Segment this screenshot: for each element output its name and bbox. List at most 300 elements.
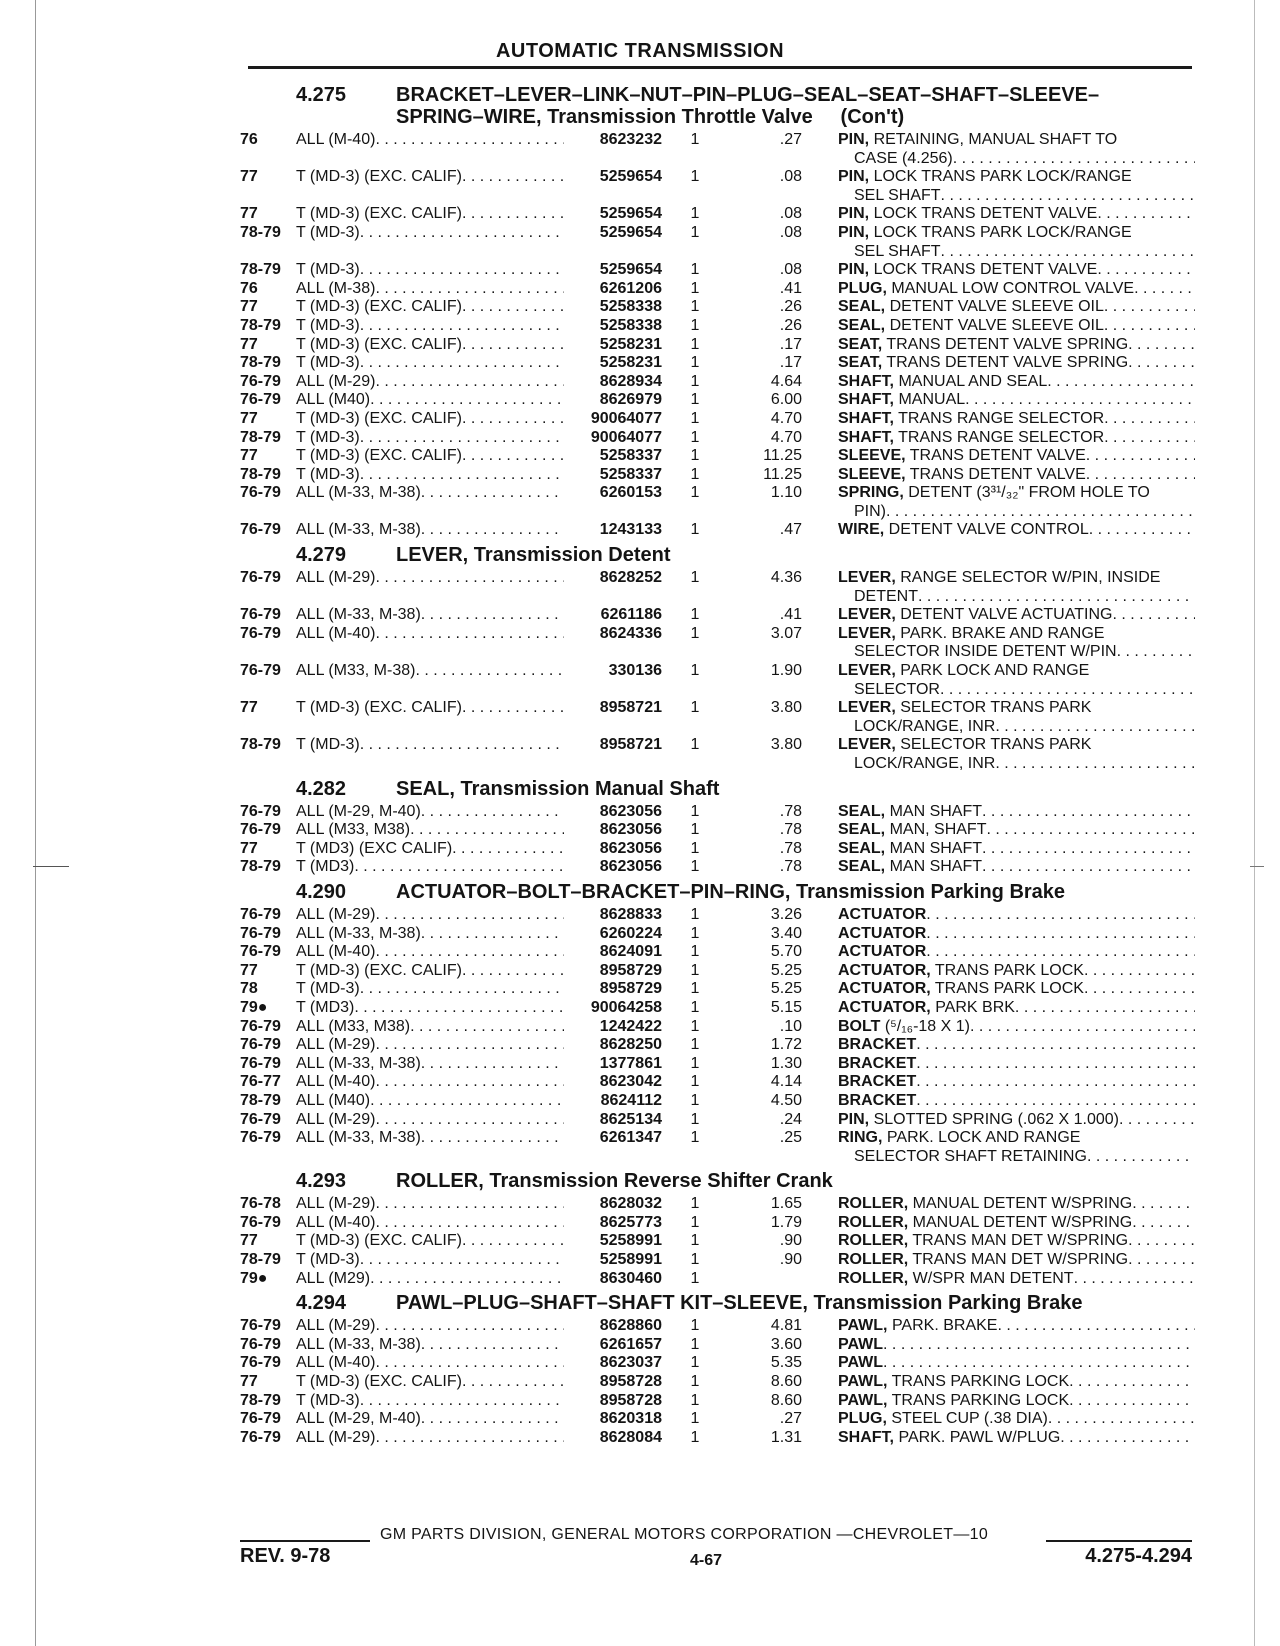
description-text — [838, 840, 982, 859]
part-number: 8958728 — [599, 1391, 662, 1409]
description-line — [838, 1336, 1195, 1355]
leader-dots — [421, 521, 564, 540]
part-detail: SELECTOR TRANS PARK — [900, 736, 1092, 754]
part-detail-continued: DETENT — [854, 587, 918, 605]
left-hole-mark — [33, 866, 69, 867]
description — [838, 699, 1195, 736]
section-number: 4.293 — [296, 1170, 347, 1193]
part-detail: MANUAL AND SEAL — [898, 372, 1048, 390]
price: 4.50 — [770, 1091, 802, 1109]
part-name: SEAT, — [838, 354, 883, 372]
description-text — [838, 606, 1112, 625]
part-detail-continued: PIN) — [854, 502, 886, 520]
part-name: PIN, — [838, 261, 870, 279]
quantity: 1 — [690, 484, 700, 502]
description-line — [838, 662, 1195, 681]
price: 4.81 — [770, 1317, 802, 1335]
part-detail: MAN SHAFT — [889, 839, 983, 857]
model-year: 77 — [240, 699, 258, 717]
quantity: 1 — [690, 335, 700, 353]
part-number: 5259654 — [599, 168, 662, 186]
part-number: 8628252 — [599, 569, 662, 587]
section-4-290 — [240, 877, 1195, 1166]
usage-text: T (MD-3) — [296, 354, 360, 372]
model-year: 77 — [240, 168, 258, 186]
leader-dots — [375, 1036, 564, 1055]
part-number: 5258991 — [599, 1232, 662, 1250]
part-number: 8958721 — [599, 699, 662, 717]
part-number: 8628860 — [599, 1317, 662, 1335]
quantity: 1 — [690, 961, 700, 979]
part-detail-continued: SEL SHAFT — [854, 186, 941, 204]
usage-cell — [296, 1195, 564, 1214]
usage-text: T (MD3) — [296, 858, 355, 876]
quantity: 1 — [690, 1317, 700, 1335]
leader-dots — [375, 1073, 564, 1092]
description — [838, 410, 1195, 429]
section-number: 4.275 — [296, 84, 347, 106]
description — [838, 168, 1195, 205]
description-text — [838, 1055, 916, 1074]
quantity: 1 — [690, 465, 700, 483]
part-name: RING, — [838, 1129, 883, 1147]
left-margin-line — [35, 0, 36, 1646]
leader-dots — [1086, 466, 1195, 485]
model-year: 79● — [240, 1269, 268, 1287]
part-name: SPRING, — [838, 484, 904, 502]
part-name: ROLLER, — [838, 1269, 909, 1287]
model-year: 76-79 — [240, 1428, 281, 1446]
part-name: PAWL, — [838, 1391, 888, 1409]
description — [838, 391, 1195, 410]
price: 4.36 — [770, 569, 802, 587]
description-text — [838, 1392, 1069, 1411]
description-text — [838, 261, 1097, 280]
leader-dots — [375, 131, 564, 150]
table-row — [240, 943, 1195, 962]
description — [838, 840, 1195, 859]
description-text — [838, 925, 926, 944]
leader-dots — [360, 980, 564, 999]
description-text — [838, 224, 1132, 243]
description — [838, 803, 1195, 822]
quantity: 1 — [690, 980, 700, 998]
part-name: LEVER, — [838, 624, 896, 642]
model-year: 76-79 — [240, 662, 281, 680]
price: .41 — [779, 279, 802, 297]
table-row — [240, 168, 1195, 205]
table-row — [240, 980, 1195, 999]
usage-text: T (MD-3) (EXC. CALIF) — [296, 168, 462, 186]
description-line — [838, 205, 1195, 224]
part-name: PAWL — [838, 1354, 884, 1372]
description-line — [838, 1429, 1195, 1448]
usage-text: T (MD-3) (EXC. CALIF) — [296, 1232, 462, 1250]
part-detail: W/SPR MAN DETENT — [912, 1269, 1074, 1287]
leader-dots — [1084, 962, 1195, 981]
usage-text: ALL (M-29) — [296, 1036, 376, 1054]
description-line — [838, 1018, 1195, 1037]
leader-dots — [360, 1251, 564, 1270]
description-line — [838, 373, 1195, 392]
usage-cell — [296, 1429, 564, 1448]
leader-dots — [360, 224, 564, 243]
usage-cell — [296, 1270, 564, 1289]
usage-text: ALL (M-40) — [296, 624, 376, 642]
table-row — [240, 1195, 1195, 1214]
description-text — [838, 1270, 1074, 1289]
price: 3.40 — [770, 924, 802, 942]
table-row — [240, 298, 1195, 317]
quantity: 1 — [690, 802, 700, 820]
usage-cell — [296, 1018, 564, 1037]
leader-dots — [1047, 373, 1195, 392]
description-text — [838, 625, 1104, 644]
usage-cell — [296, 980, 564, 999]
usage-cell — [296, 858, 564, 877]
table-row — [240, 625, 1195, 662]
table-row — [240, 1354, 1195, 1373]
leader-dots — [462, 699, 564, 718]
section-number: 4.294 — [296, 1292, 347, 1315]
usage-text: ALL (M-29) — [296, 1428, 376, 1446]
price: .78 — [779, 821, 802, 839]
quantity: 1 — [690, 624, 700, 642]
description-text — [838, 1373, 1069, 1392]
part-name: BRACKET — [838, 1073, 917, 1091]
usage-text: ALL (M-38) — [296, 279, 376, 297]
quantity: 1 — [690, 606, 700, 624]
quantity: 1 — [690, 905, 700, 923]
description-line — [838, 1354, 1195, 1373]
leader-dots — [1069, 1392, 1195, 1411]
leader-dots — [462, 168, 564, 187]
leader-dots — [375, 1317, 564, 1336]
description-text — [838, 354, 1128, 373]
description — [838, 205, 1195, 224]
section-header — [240, 540, 1195, 569]
part-name: PIN, — [838, 1110, 870, 1128]
description — [838, 662, 1195, 699]
price: 6.00 — [770, 391, 802, 409]
quantity: 1 — [690, 1213, 700, 1231]
part-detail: MAN, SHAFT — [889, 821, 987, 839]
usage-cell — [296, 429, 564, 448]
part-detail: RANGE SELECTOR W/PIN, INSIDE — [900, 569, 1161, 587]
part-number: 5258231 — [599, 335, 662, 353]
part-detail: TRANS DETENT VALVE SPRING — [886, 335, 1129, 353]
description — [838, 447, 1195, 466]
usage-cell — [296, 1036, 564, 1055]
leader-dots — [452, 840, 564, 859]
description-line — [838, 168, 1195, 187]
table-row — [240, 606, 1195, 625]
table-row — [240, 131, 1195, 168]
leader-dots — [462, 962, 564, 981]
usage-cell — [296, 1317, 564, 1336]
section-title-line: SEAL, Transmission Manual Shaft — [396, 777, 720, 800]
usage-text: T (MD-3) — [296, 261, 360, 279]
table-row — [240, 1429, 1195, 1448]
usage-cell — [296, 336, 564, 355]
part-number: 8623037 — [599, 1354, 662, 1372]
usage-text: ALL (M-29, M-40) — [296, 802, 421, 820]
part-number: 5259654 — [599, 223, 662, 241]
description — [838, 484, 1195, 521]
model-year: 76-79 — [240, 821, 281, 839]
leader-dots — [375, 1111, 564, 1130]
part-detail-continued: SELECTOR — [854, 680, 940, 698]
description-line — [838, 1055, 1195, 1074]
table-row — [240, 925, 1195, 944]
part-number: 90064258 — [590, 998, 662, 1016]
leader-dots — [360, 466, 564, 485]
description-text — [838, 1354, 883, 1373]
part-detail: SELECTOR TRANS PARK — [900, 699, 1092, 717]
leader-dots — [360, 1392, 564, 1411]
parts-list — [240, 80, 1195, 1447]
part-number: 5258337 — [599, 447, 662, 465]
price: 5.25 — [770, 961, 802, 979]
section-4-279 — [240, 540, 1195, 774]
part-name: PAWL — [838, 1335, 884, 1353]
leader-dots — [421, 925, 564, 944]
table-row — [240, 521, 1195, 540]
leader-dots — [375, 569, 564, 588]
table-row — [240, 662, 1195, 699]
description-line — [838, 1129, 1195, 1148]
part-number: 90064077 — [590, 428, 662, 446]
price: 5.25 — [770, 980, 802, 998]
part-detail: TRANS MAN DET W/SPRING — [912, 1232, 1129, 1250]
leader-dots — [1069, 1373, 1195, 1392]
usage-cell — [296, 410, 564, 429]
quantity: 1 — [690, 409, 700, 427]
leader-dots — [1087, 1148, 1195, 1167]
part-number: 5259654 — [599, 261, 662, 279]
quantity: 1 — [690, 1410, 700, 1428]
part-number: 8623232 — [599, 131, 662, 148]
part-detail: MANUAL DETENT W/SPRING — [912, 1213, 1133, 1231]
table-row — [240, 429, 1195, 448]
quantity: 1 — [690, 428, 700, 446]
quantity: 1 — [690, 821, 700, 839]
description — [838, 224, 1195, 261]
table-row — [240, 466, 1195, 485]
section-number: 4.290 — [296, 880, 347, 903]
usage-text: T (MD-3) — [296, 980, 360, 998]
leader-dots — [1117, 643, 1195, 662]
description-line — [838, 391, 1195, 410]
description-text — [838, 391, 965, 410]
description-text — [838, 484, 1150, 503]
description-text — [838, 1429, 1060, 1448]
usage-cell — [296, 521, 564, 540]
part-number: 5258338 — [599, 316, 662, 334]
part-name: LEVER, — [838, 736, 896, 754]
model-year: 76-79 — [240, 1017, 281, 1035]
leader-dots — [1048, 1410, 1195, 1429]
table-row — [240, 1232, 1195, 1251]
table-row — [240, 391, 1195, 410]
model-year: 76-79 — [240, 372, 281, 390]
part-number: 8958728 — [599, 1373, 662, 1391]
description-line — [838, 962, 1195, 981]
quantity: 1 — [690, 1091, 700, 1109]
description-line — [838, 1111, 1195, 1130]
usage-text: ALL (M-40) — [296, 1354, 376, 1372]
usage-cell — [296, 391, 564, 410]
description — [838, 1195, 1195, 1214]
usage-text: T (MD-3) — [296, 316, 360, 334]
table-row — [240, 1373, 1195, 1392]
quantity: 1 — [690, 839, 700, 857]
part-detail: TRANS DETENT VALVE — [909, 447, 1086, 465]
usage-text: T (MD3) — [296, 998, 355, 1016]
part-name: WIRE, — [838, 521, 885, 539]
description-line — [838, 336, 1195, 355]
usage-text: ALL (M-33, M-38) — [296, 606, 421, 624]
part-name: SEAL, — [838, 316, 886, 334]
table-row — [240, 569, 1195, 606]
usage-cell — [296, 205, 564, 224]
price: .90 — [779, 1251, 802, 1269]
table-row — [240, 280, 1195, 299]
price: 11.25 — [763, 447, 802, 465]
part-detail-continued: SEL SHAFT — [854, 242, 941, 260]
quantity: 1 — [690, 1232, 700, 1250]
leader-dots — [982, 840, 1195, 859]
description-text — [838, 999, 1015, 1018]
usage-text: T (MD3) (EXC CALIF) — [296, 839, 453, 857]
model-year: 76 — [240, 279, 258, 297]
part-name: ROLLER, — [838, 1213, 909, 1231]
price: 11.25 — [763, 465, 802, 483]
usage-text: ALL (M-40) — [296, 1213, 376, 1231]
part-detail: MANUAL DETENT W/SPRING — [912, 1195, 1133, 1213]
usage-cell — [296, 1392, 564, 1411]
description-line — [838, 298, 1195, 317]
leader-dots — [375, 1354, 564, 1373]
usage-text: ALL (M-33, M-38) — [296, 521, 421, 539]
part-detail: PARK LOCK AND RANGE — [900, 662, 1090, 680]
leader-dots — [918, 588, 1195, 607]
usage-cell — [296, 906, 564, 925]
usage-text: ALL (M33, M-38) — [296, 662, 416, 680]
section-title-line: ROLLER, Transmission Reverse Shifter Crank — [396, 1170, 833, 1193]
description-line — [838, 699, 1195, 718]
leader-dots — [370, 1270, 564, 1289]
table-row — [240, 1410, 1195, 1429]
description — [838, 1270, 1195, 1289]
quantity: 1 — [690, 521, 700, 539]
usage-cell — [296, 298, 564, 317]
price: 1.72 — [770, 1036, 802, 1054]
description-line — [838, 131, 1195, 150]
section-4-293 — [240, 1166, 1195, 1288]
part-name: SHAFT, — [838, 391, 894, 409]
model-year: 76-79 — [240, 1129, 281, 1147]
model-year: 77 — [240, 205, 258, 223]
description-line — [838, 1373, 1195, 1392]
part-number: 1243133 — [599, 521, 662, 539]
leader-dots — [375, 1429, 564, 1448]
usage-text: T (MD-3) (EXC. CALIF) — [296, 335, 462, 353]
part-detail: DETENT VALVE SLEEVE OIL — [889, 316, 1104, 334]
table-row — [240, 484, 1195, 521]
price: 4.70 — [770, 409, 802, 427]
part-detail: PARK. LOCK AND RANGE — [886, 1129, 1081, 1147]
usage-cell — [296, 1373, 564, 1392]
model-year: 77 — [240, 409, 258, 427]
description-text — [838, 429, 1104, 448]
leader-dots — [462, 205, 564, 224]
section-4-275 — [240, 80, 1195, 540]
part-name: SHAFT, — [838, 428, 894, 446]
part-name: ACTUATOR, — [838, 961, 931, 979]
section-4-294 — [240, 1288, 1195, 1447]
description — [838, 1036, 1195, 1055]
table-row — [240, 906, 1195, 925]
part-name: SHAFT, — [838, 409, 894, 427]
table-row — [240, 999, 1195, 1018]
leader-dots — [375, 373, 564, 392]
price: 4.14 — [770, 1073, 802, 1091]
part-name: SEAL, — [838, 858, 886, 876]
quantity: 1 — [690, 1195, 700, 1213]
usage-cell — [296, 1251, 564, 1270]
description — [838, 999, 1195, 1018]
price: 3.80 — [770, 736, 802, 754]
quantity: 1 — [690, 261, 700, 279]
leader-dots — [1104, 410, 1195, 429]
description-text — [838, 1073, 916, 1092]
model-year: 76-79 — [240, 521, 281, 539]
description-line — [838, 943, 1195, 962]
leader-dots — [1128, 1232, 1195, 1251]
usage-text: ALL (M-29, M-40) — [296, 1410, 421, 1428]
leader-dots — [1104, 317, 1195, 336]
usage-cell — [296, 821, 564, 840]
description — [838, 354, 1195, 373]
description-line — [838, 625, 1195, 644]
quantity: 1 — [690, 736, 700, 754]
leader-dots — [1086, 447, 1195, 466]
part-number: 8623056 — [599, 839, 662, 857]
usage-cell — [296, 1214, 564, 1233]
section-header — [240, 1166, 1195, 1195]
section-title — [396, 778, 1195, 800]
description-continued — [838, 150, 1195, 169]
quantity: 1 — [690, 316, 700, 334]
table-row — [240, 1092, 1195, 1111]
model-year: 78-79 — [240, 428, 281, 446]
section-number: 4.279 — [296, 544, 347, 567]
leader-dots — [410, 1018, 564, 1037]
part-name: ACTUATOR — [838, 924, 927, 942]
model-year: 79● — [240, 998, 268, 1016]
part-number: 8624336 — [599, 624, 662, 642]
price: .27 — [779, 1410, 802, 1428]
leader-dots — [421, 484, 564, 503]
table-row — [240, 840, 1195, 859]
description-line — [838, 224, 1195, 243]
description — [838, 1111, 1195, 1130]
leader-dots — [916, 1092, 1195, 1111]
leader-dots — [916, 1036, 1195, 1055]
part-name: LEVER, — [838, 662, 896, 680]
leader-dots — [941, 187, 1195, 206]
